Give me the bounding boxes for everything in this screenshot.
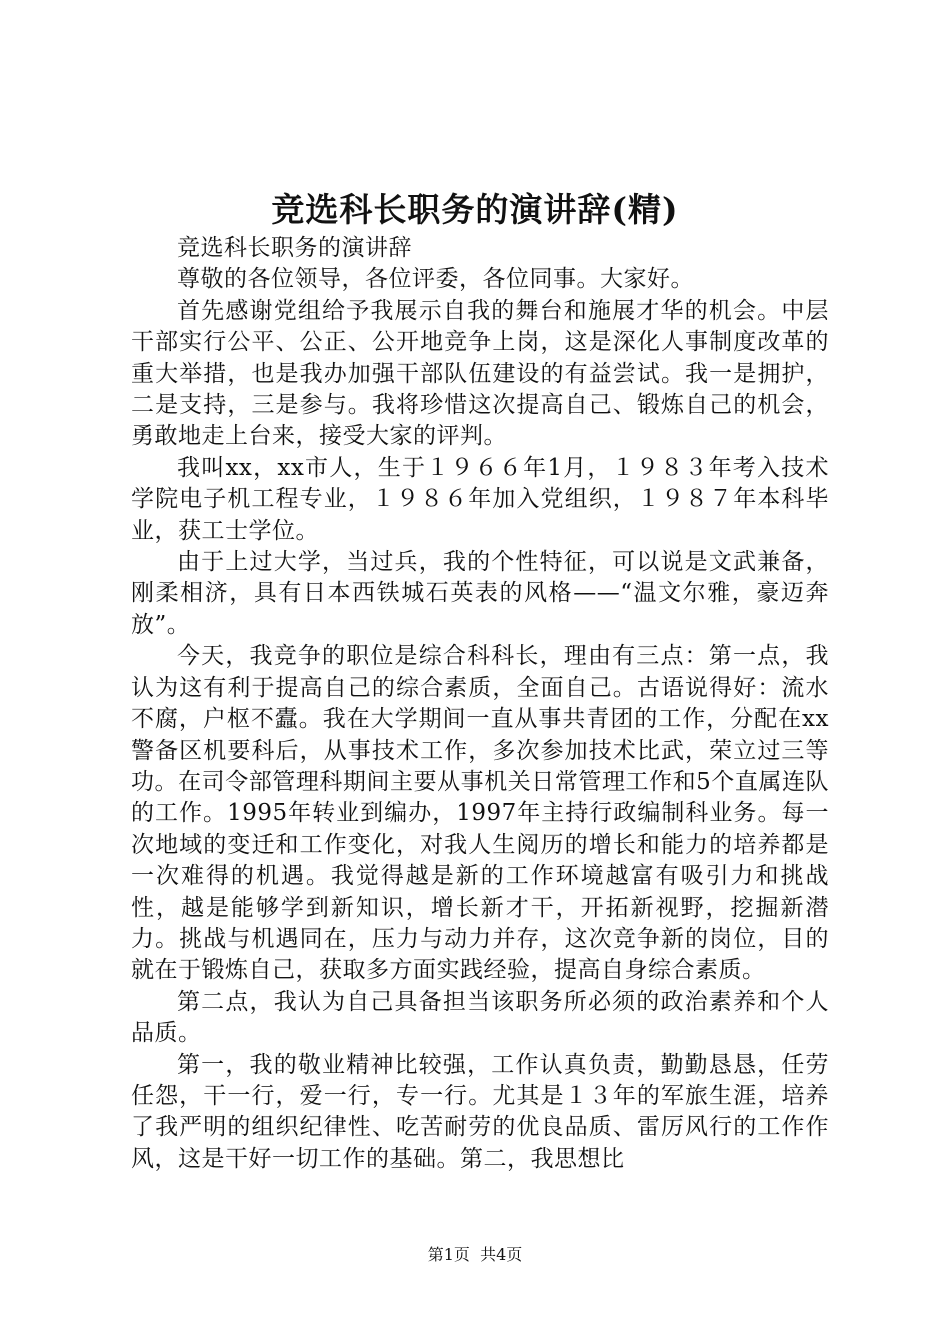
paragraph-subtitle: 竞选科长职务的演讲辞: [177, 235, 412, 261]
document-title: 竞选科长职务的演讲辞(精): [271, 190, 679, 229]
paragraph-qualities: 第一，我的敬业精神比较强，工作认真负责，勤勤恳恳，任劳任怨，干一行，爱一行，专一行。尤其是１３年的军旅生涯，培养了我严明的组织纪律性、吃苦耐劳的优良品质、雷厉风行的工作作风，这是干好一切工作的基础。第二，我思想比: [131, 1051, 829, 1172]
paragraph-greeting: 尊敬的各位领导，各位评委，各位同事。大家好。: [177, 266, 694, 293]
page-total: 共4页: [480, 1245, 523, 1264]
paragraph-reason-one: 今天，我竞争的职位是综合科科长，理由有三点：第一点，我认为这有利于提高自己的综合素质，全面自己。古语说得好：流水不腐，户枢不蠹。我在大学期间一直从事共青团的工作，分配在xx警备区机要科后，从事技术工作，多次参加技术比武，荣立过三等功。在司令部管理科期间主要从事机关日常管理工作和5个直属连队的工作。1995年转业到编办，1997年主持行政编制科业务。每一次地域的变迁和工作变化，对我人生阅历的增长和能力的培养都是一次难得的机遇。我觉得越是新的工作环境越富有吸引力和挑战性，越是能够学到新知识，增长新才干，开拓新视野，挖掘新潜力。挑战与机遇同在，压力与动力并存，这次竞争新的岗位，目的就在于锻炼自己，获取多方面实践经验，提高自身综合素质。: [131, 643, 829, 984]
page-footer: [0, 1243, 950, 1267]
paragraph-personality: 由于上过大学，当过兵，我的个性特征，可以说是文武兼备，刚柔相济，具有日本西铁城石英表的风格——“温文尔雅，豪迈奔放”。: [131, 549, 829, 638]
paragraph-thanks: 首先感谢党组给予我展示自我的舞台和施展才华的机会。中层干部实行公平、公正、公开地竞争上岗，这是深化人事制度改革的重大举措，也是我办加强干部队伍建设的有益尝试。我一是拥护，二是支持，三是参与。我将珍惜这次提高自己、锻炼自己的机会，勇敢地走上台来，接受大家的评判。: [131, 297, 829, 450]
paragraph-self-intro: 我叫xx，xx市人，生于１９６６年1月，１９８３年考入技术学院电子机工程专业，１９８６年加入党组织，１９８７年本科毕业，获工士学位。: [131, 454, 829, 544]
page-number: 第1页: [427, 1245, 470, 1264]
paragraph-reason-two: 第二点，我认为自己具备担当该职务所必须的政治素养和个人品质。: [131, 988, 829, 1047]
document-body: [131, 233, 829, 1175]
